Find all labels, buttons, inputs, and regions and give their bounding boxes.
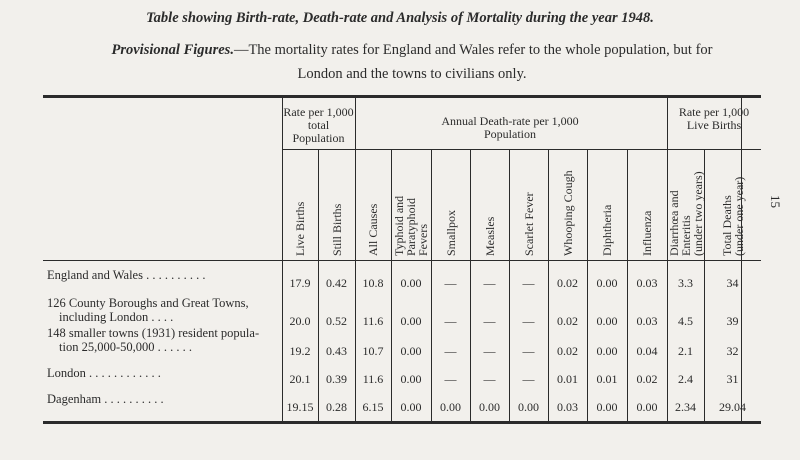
table-cell: — [444,314,457,328]
header-divider [43,260,761,261]
table-cell: 0.52 [326,314,347,328]
table-cell: 0.02 [557,314,578,328]
table-cell: — [444,276,457,290]
table-cell: 34 [726,276,739,290]
table-cell: 0.00 [596,314,618,328]
column-header: Smallpox [443,209,458,256]
table-cell: 0.00 [440,400,461,414]
table-cell: 0.00 [479,400,500,414]
row-label-line: England and Wales . . . . . . . . . . [47,268,206,282]
table-cell: 20.1 [289,372,311,386]
table-cell: 0.02 [557,276,578,290]
row-label-line: 148 smaller towns (1931) resident popula- [47,326,260,340]
subtitle-text: —The mortality rates for England and Wales refer to the whole population, but for London and the towns to civilians only. [233,42,713,82]
table-cell: 0.00 [400,314,422,328]
table-cell: 0.00 [400,276,422,290]
table-cell: 6.15 [362,400,384,414]
table-cell: 19.2 [289,344,311,358]
table-cell: 0.00 [596,344,618,358]
table-cell: — [483,344,496,358]
table-cell: 0.28 [326,400,347,414]
row-label-line: Dagenham . . . . . . . . . . [47,392,164,406]
table-cell: 11.6 [362,372,384,386]
table-cell: 0.00 [596,400,618,414]
column-header: All Causes [366,203,380,256]
table-cell: 4.5 [678,314,693,328]
row-label-line: including London . . . . [59,310,174,324]
row-label [47,392,279,406]
row-label-line: London . . . . . . . . . . . . [47,366,161,380]
table-cell: 0.43 [326,344,347,358]
table-cell: 20.0 [289,314,311,328]
table-cell: 10.8 [362,276,384,290]
table-cell: — [444,344,457,358]
group-rate-population: Rate per 1,000 total Population [283,105,354,145]
column-header: Scarlet Fever [521,192,536,256]
table-cell: 39 [726,314,739,328]
group-death-rate: Annual Death-rate per 1,000 Population [441,114,579,141]
row-label [47,366,279,380]
column-header: Measles [482,216,497,256]
table-cell: 0.04 [636,344,658,358]
table-cell: 0.01 [557,372,578,386]
table-cell: 19.15 [286,400,314,414]
subtitle-lead: Provisional Figures. [111,42,234,58]
table-cell: 0.42 [326,276,347,290]
column-header: Diphtheria [600,204,614,256]
table-cell: 0.00 [400,372,422,386]
table-cell: — [522,372,535,386]
table-cell: 0.00 [636,400,658,414]
column-header: Influenza [640,210,654,256]
table-cell: — [444,372,457,386]
table-cell: — [483,372,496,386]
table-cell: 31 [726,372,739,386]
table-cell: 0.01 [596,372,618,386]
table-cell: — [483,314,496,328]
table-cell: 17.9 [289,276,311,290]
table-cell: 11.6 [362,314,384,328]
table-cell: 0.03 [636,314,658,328]
group-divider-c [667,149,761,150]
page-number: 15 [768,195,783,208]
table-cell: 0.03 [636,276,658,290]
table-cell: 2.4 [678,372,693,386]
row-label [47,296,279,324]
table-cell: 29.04 [719,400,746,414]
bottom-rule [43,421,761,424]
table-cell: 0.02 [557,344,578,358]
table-cell: — [483,276,496,290]
table-cell: 0.02 [636,372,658,386]
column-header: Live Births [293,201,307,256]
table-cell: 0.00 [518,400,539,414]
table-cell: 0.00 [400,400,422,414]
table-cell: 0.00 [400,344,422,358]
column-header: Still Births [329,203,344,256]
table-cell: 2.1 [678,344,693,358]
row-label-line: tion 25,000-50,000 . . . . . . [59,340,192,354]
table-cell: 2.34 [675,400,696,414]
table-title: Table showing Birth-rate, Death-rate and Analysis of Mortality during the year 1948. [146,10,654,26]
group-rate-live-births: Rate per 1,000 Live Births [678,105,750,132]
table-cell: — [522,276,535,290]
table-cell: 0.03 [557,400,578,414]
table-cell: 10.7 [362,344,384,358]
table-subtitle [92,38,732,86]
column-header: Typhoid and Paratyphoid Fevers [392,195,430,256]
table-cell: 0.39 [326,372,347,386]
column-header: Diarrhœa and Enteritis (under two years) [666,171,705,256]
top-rule [43,95,761,98]
row-label [47,326,279,354]
group-divider-b [355,149,667,150]
column-header: Total Deaths (under one year) [719,176,746,256]
table-cell: 3.3 [678,276,693,290]
table-cell: — [522,314,535,328]
table-cell: 32 [726,344,739,358]
row-label [47,268,279,282]
table-cell: — [522,344,535,358]
table-cell: 0.00 [596,276,618,290]
row-label-line: 126 County Boroughs and Great Towns, [47,296,249,310]
column-header: Whooping Cough [560,170,575,256]
